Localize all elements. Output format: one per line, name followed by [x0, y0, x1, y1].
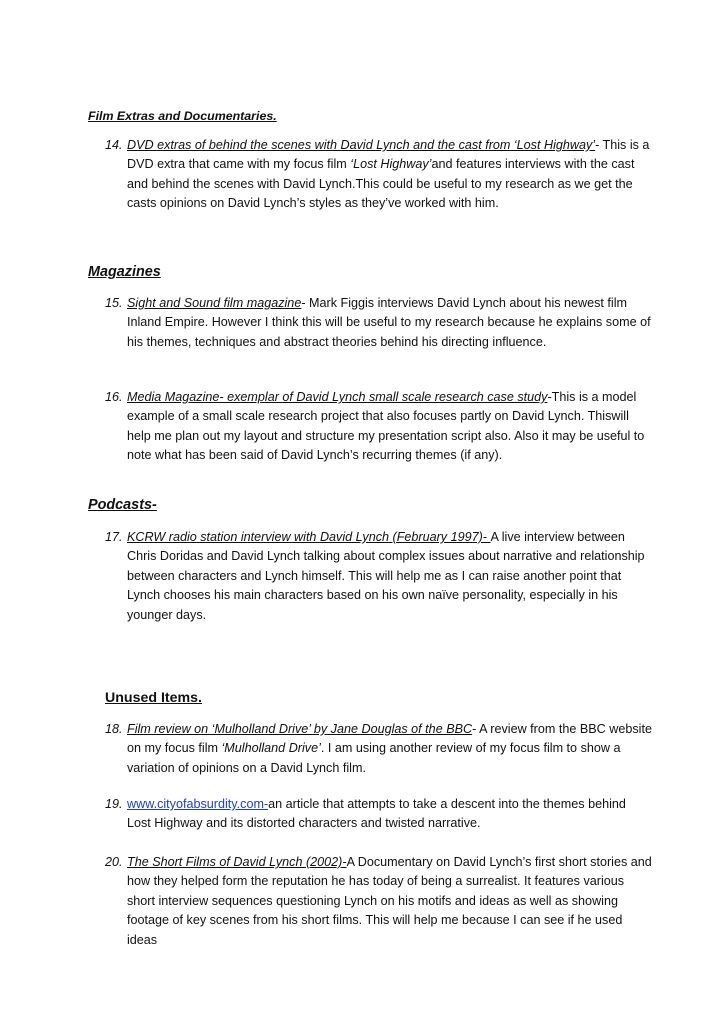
entry-title: Sight and Sound film magazine [127, 296, 302, 310]
list-item-text [127, 294, 653, 352]
entry-text: - This is a DVD extra that came with my focus film [127, 138, 650, 172]
list-item [105, 720, 653, 778]
entry-text: A live interview between Chris Doridas and David Lynch talking about complex issues about narrative and relationship between characters and Lynch himself. This will help me as I can raise another point that Lynch chooses his main characters based on his own naïve personality, especially in his younger days. [127, 530, 645, 622]
website-link[interactable]: www.cityofabsurdity.com- [127, 797, 269, 811]
list-number: 15. [105, 296, 123, 310]
section-heading-film-extras: Film Extras and Documentaries. [88, 109, 277, 123]
entry-text: - Mark Figgis interviews David Lynch about his newest film Inland Empire. However I think this will be useful to my research because he explains some of his themes, techniques and abstract theories behind his directing influence. [127, 296, 651, 349]
entry-text: -This is a model example of a small scale research project that also focuses partly on David Lynch. Thiswill help me plan out my layout and structure my presentation script also. Also it may be useful to note what has been said of David Lynch’s recurring themes (if any). [127, 390, 645, 463]
entry-title: Film review on ‘Mulholland Drive’ by Jane Douglas of the BBC [127, 722, 473, 736]
entry-text: - A review from the BBC website on my focus film [127, 722, 652, 756]
list-number: 14. [105, 138, 123, 152]
entry-title: The Short Films of David Lynch (2002)- [127, 855, 347, 869]
list-item-text [127, 720, 653, 778]
section-heading-magazines: Magazines [88, 264, 161, 280]
list-number: 18. [105, 722, 123, 736]
list-item [105, 388, 653, 466]
list-number: 17. [105, 530, 123, 544]
list-number: 20. [105, 855, 123, 869]
list-item [105, 136, 653, 214]
entry-text: an article that attempts to take a descent into the themes behind Lost Highway and its distorted characters and twisted narrative. [127, 797, 626, 831]
entry-title: Media Magazine- exemplar of David Lynch small scale research case study [127, 390, 548, 404]
list-item [105, 528, 653, 625]
entry-emphasis: ‘Mulholland Drive’ [221, 741, 321, 756]
list-item [105, 294, 653, 352]
section-heading-podcasts: Podcasts- [88, 497, 157, 513]
entry-title: KCRW radio station interview with David Lynch (February 1997)- [127, 530, 491, 544]
list-number: 19. [105, 797, 123, 811]
entry-emphasis: ‘Lost Highway’ [350, 157, 432, 172]
entry-title: DVD extras of behind the scenes with David Lynch and the cast from ‘Lost Highway’ [127, 138, 596, 152]
entry-text-continued: . I am using another review of my focus film to show a variation of opinions on a David Lynch film. [127, 741, 621, 775]
list-item [105, 795, 653, 834]
list-item-text [127, 388, 653, 466]
list-item-text [127, 853, 653, 950]
list-item-text [127, 795, 653, 834]
entry-text-continued: and features interviews with the cast and behind the scenes with David Lynch.This could be useful to my research as we get the casts opinions on David Lynch’s styles as they’ve worked with him. [127, 157, 635, 211]
list-item [105, 853, 653, 950]
entry-text: A Documentary on David Lynch’s first short stories and how they helped form the reputation he has today of being a surrealist. It features various short interview sequences questioning Lynch on his motifs and ideas as well as showing footage of key scenes from his short films. This will help me because I can see if he used ideas [127, 855, 652, 947]
list-item-text [127, 136, 653, 214]
section-heading-unused: Unused Items. [105, 690, 202, 706]
list-item-text [127, 528, 653, 625]
list-number: 16. [105, 390, 123, 404]
